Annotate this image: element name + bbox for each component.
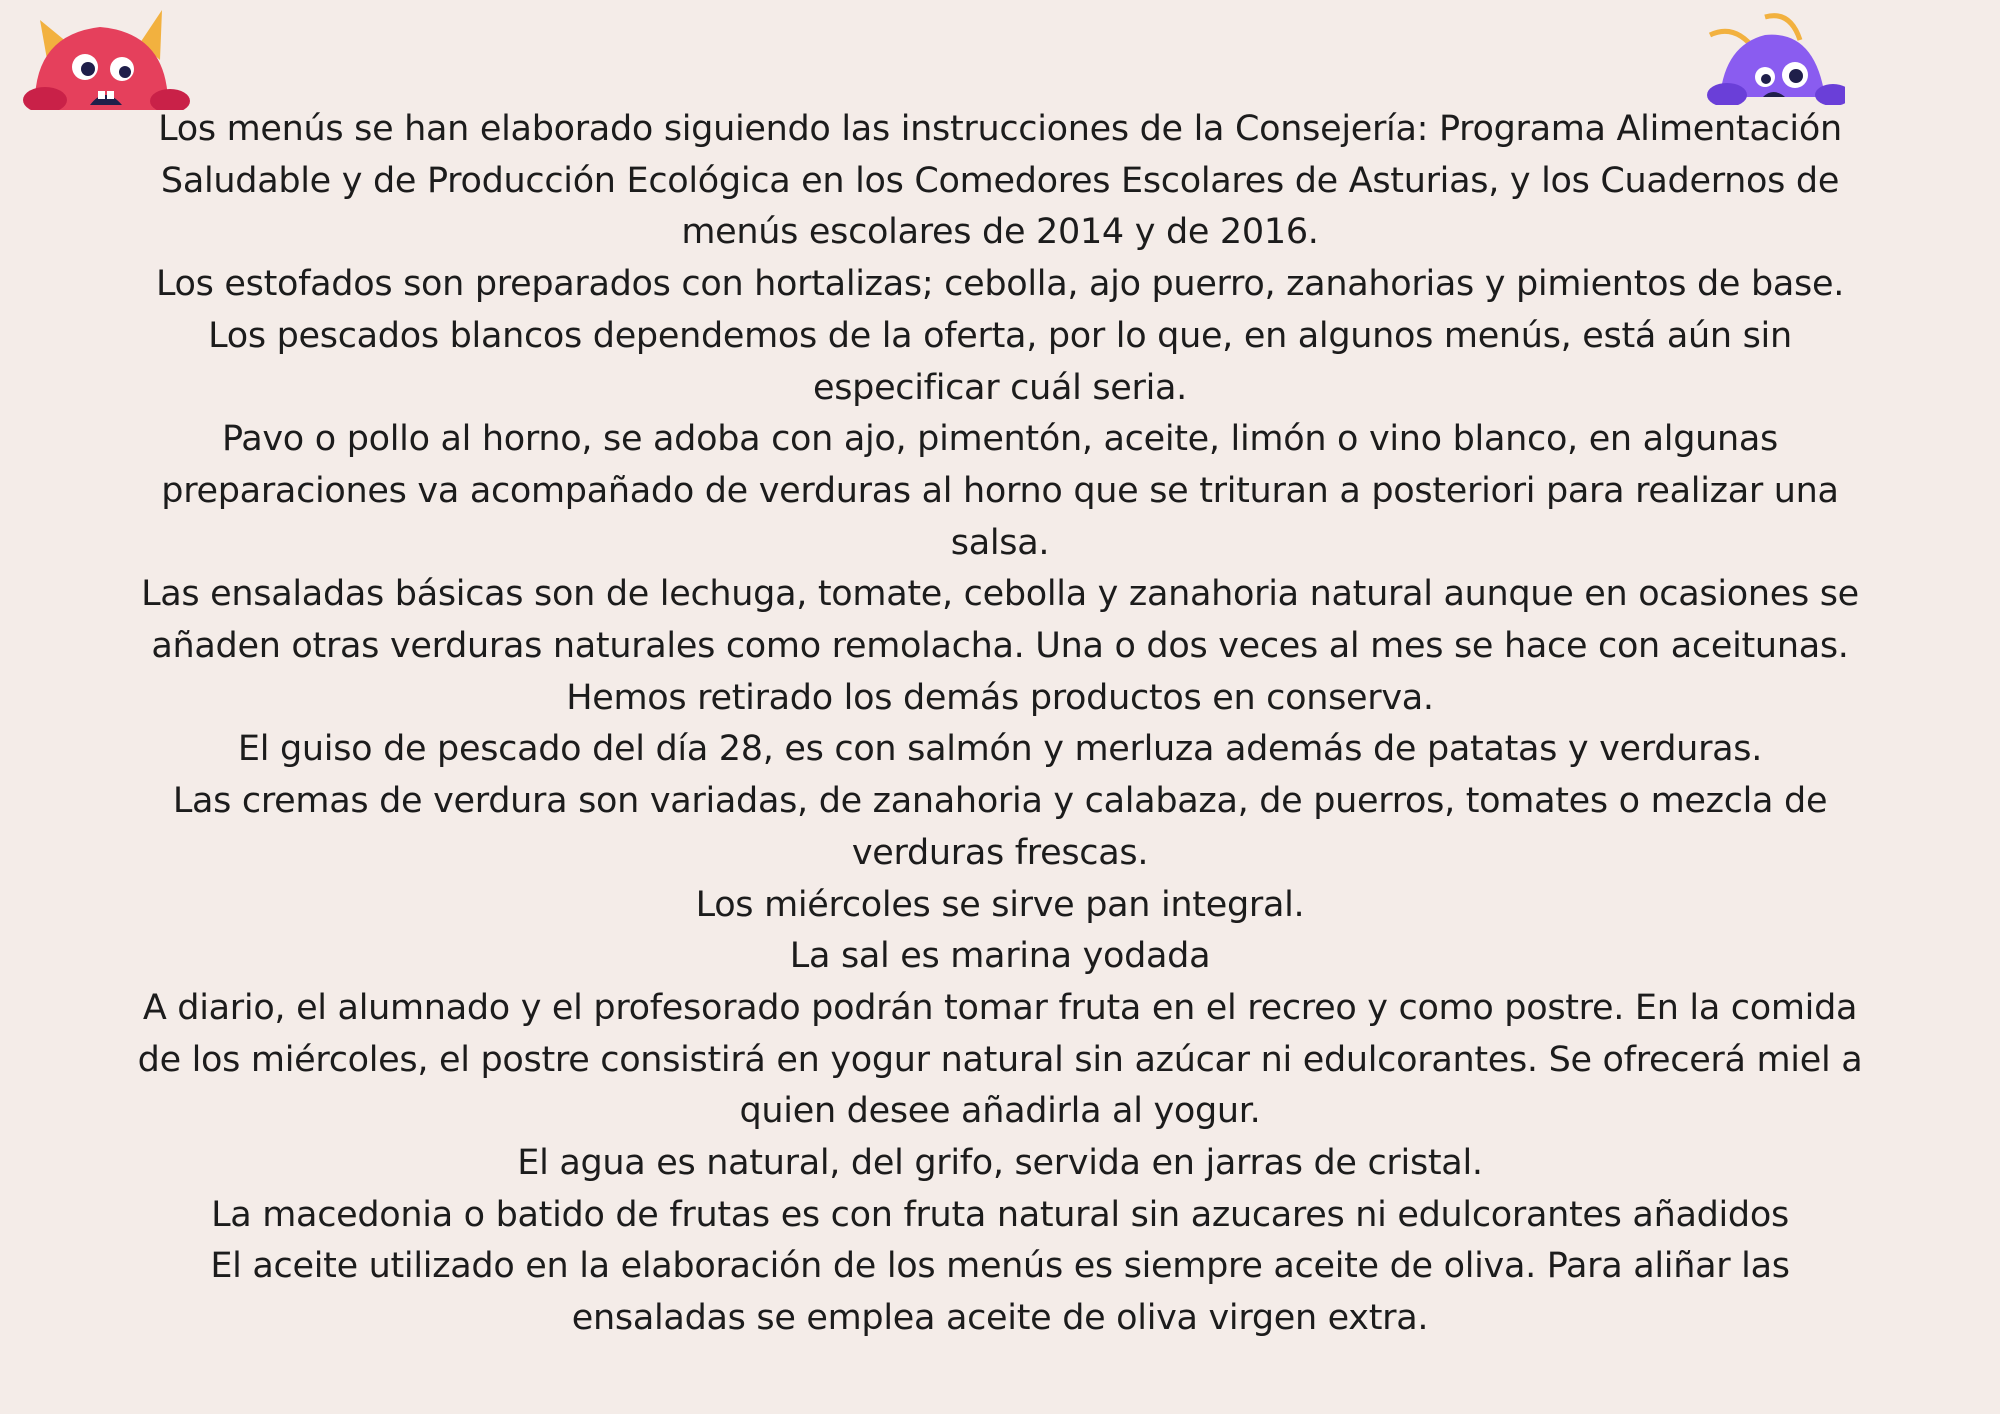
note-paragraph <box>0 1241 2000 1344</box>
note-paragraph <box>0 724 2000 776</box>
note-line: El guiso de pescado del día 28, es con salmón y merluza además de patatas y verduras. <box>237 729 1763 770</box>
note-line: especificar cuál seria. <box>812 367 1188 408</box>
note-line: Saludable y de Producción Ecológica en los Comedores Escolares de Asturias, y los Cuadernos de <box>160 160 1840 201</box>
note-paragraph <box>0 414 2000 569</box>
note-line: Hemos retirado los demás productos en conserva. <box>566 677 1434 718</box>
note-line: Los pescados blancos dependemos de la oferta, por lo que, en algunos menús, está aún sin <box>208 315 1792 356</box>
note-line: Pavo o pollo al horno, se adoba con ajo, pimentón, aceite, limón o vino blanco, en algunas <box>222 419 1778 460</box>
note-paragraph <box>0 311 2000 414</box>
note-paragraph <box>0 1190 2000 1242</box>
note-paragraph <box>0 569 2000 724</box>
note-line: Las ensaladas básicas son de lechuga, tomate, cebolla y zanahoria natural aunque en ocasiones se <box>141 574 1859 615</box>
note-line: A diario, el alumnado y el profesorado podrán tomar fruta en el recreo y como postre. En la comida <box>142 987 1858 1028</box>
note-paragraph <box>0 880 2000 932</box>
menu-notes <box>0 104 2000 1345</box>
note-line: Los estofados son preparados con hortalizas; cebolla, ajo puerro, zanahorias y pimientos de base. <box>155 264 1845 305</box>
note-line: El agua es natural, del grifo, servida en jarras de cristal. <box>517 1143 1483 1184</box>
note-line: añaden otras verduras naturales como remolacha. Una o dos veces al mes se hace con aceitunas. <box>151 626 1849 667</box>
note-line: La sal es marina yodada <box>789 936 1211 977</box>
note-line: verduras frescas. <box>851 832 1149 873</box>
purple-monster-icon <box>1695 5 1845 105</box>
note-paragraph <box>0 259 2000 311</box>
note-line: Los menús se han elaborado siguiendo las instrucciones de la Consejería: Programa Alimentación <box>158 109 1842 149</box>
note-line: preparaciones va acompañado de verduras al horno que se trituran a posteriori para realizar una <box>161 470 1839 511</box>
note-line: La macedonia o batido de frutas es con fruta natural sin azucares ni edulcorantes añadidos <box>211 1194 1789 1235</box>
note-line: Los miércoles se sirve pan integral. <box>695 884 1305 925</box>
note-line: menús escolares de 2014 y de 2016. <box>681 212 1319 253</box>
note-line: de los miércoles, el postre consistirá en yogur natural sin azúcar ni edulcorantes. Se ofrecerá miel a <box>137 1039 1863 1080</box>
red-monster-icon <box>10 5 190 110</box>
note-paragraph <box>0 983 2000 1138</box>
note-line: quien desee añadirla al yogur. <box>739 1091 1261 1132</box>
note-line: salsa. <box>950 522 1050 563</box>
note-paragraph <box>0 931 2000 983</box>
note-paragraph <box>0 776 2000 879</box>
note-line: Las cremas de verdura son variadas, de zanahoria y calabaza, de puerros, tomates o mezcla de <box>172 781 1828 822</box>
note-paragraph <box>0 104 2000 259</box>
note-line: El aceite utilizado en la elaboración de los menús es siempre aceite de oliva. Para aliñar las <box>210 1246 1790 1287</box>
note-line: ensaladas se emplea aceite de oliva virgen extra. <box>571 1298 1429 1339</box>
note-paragraph <box>0 1138 2000 1190</box>
